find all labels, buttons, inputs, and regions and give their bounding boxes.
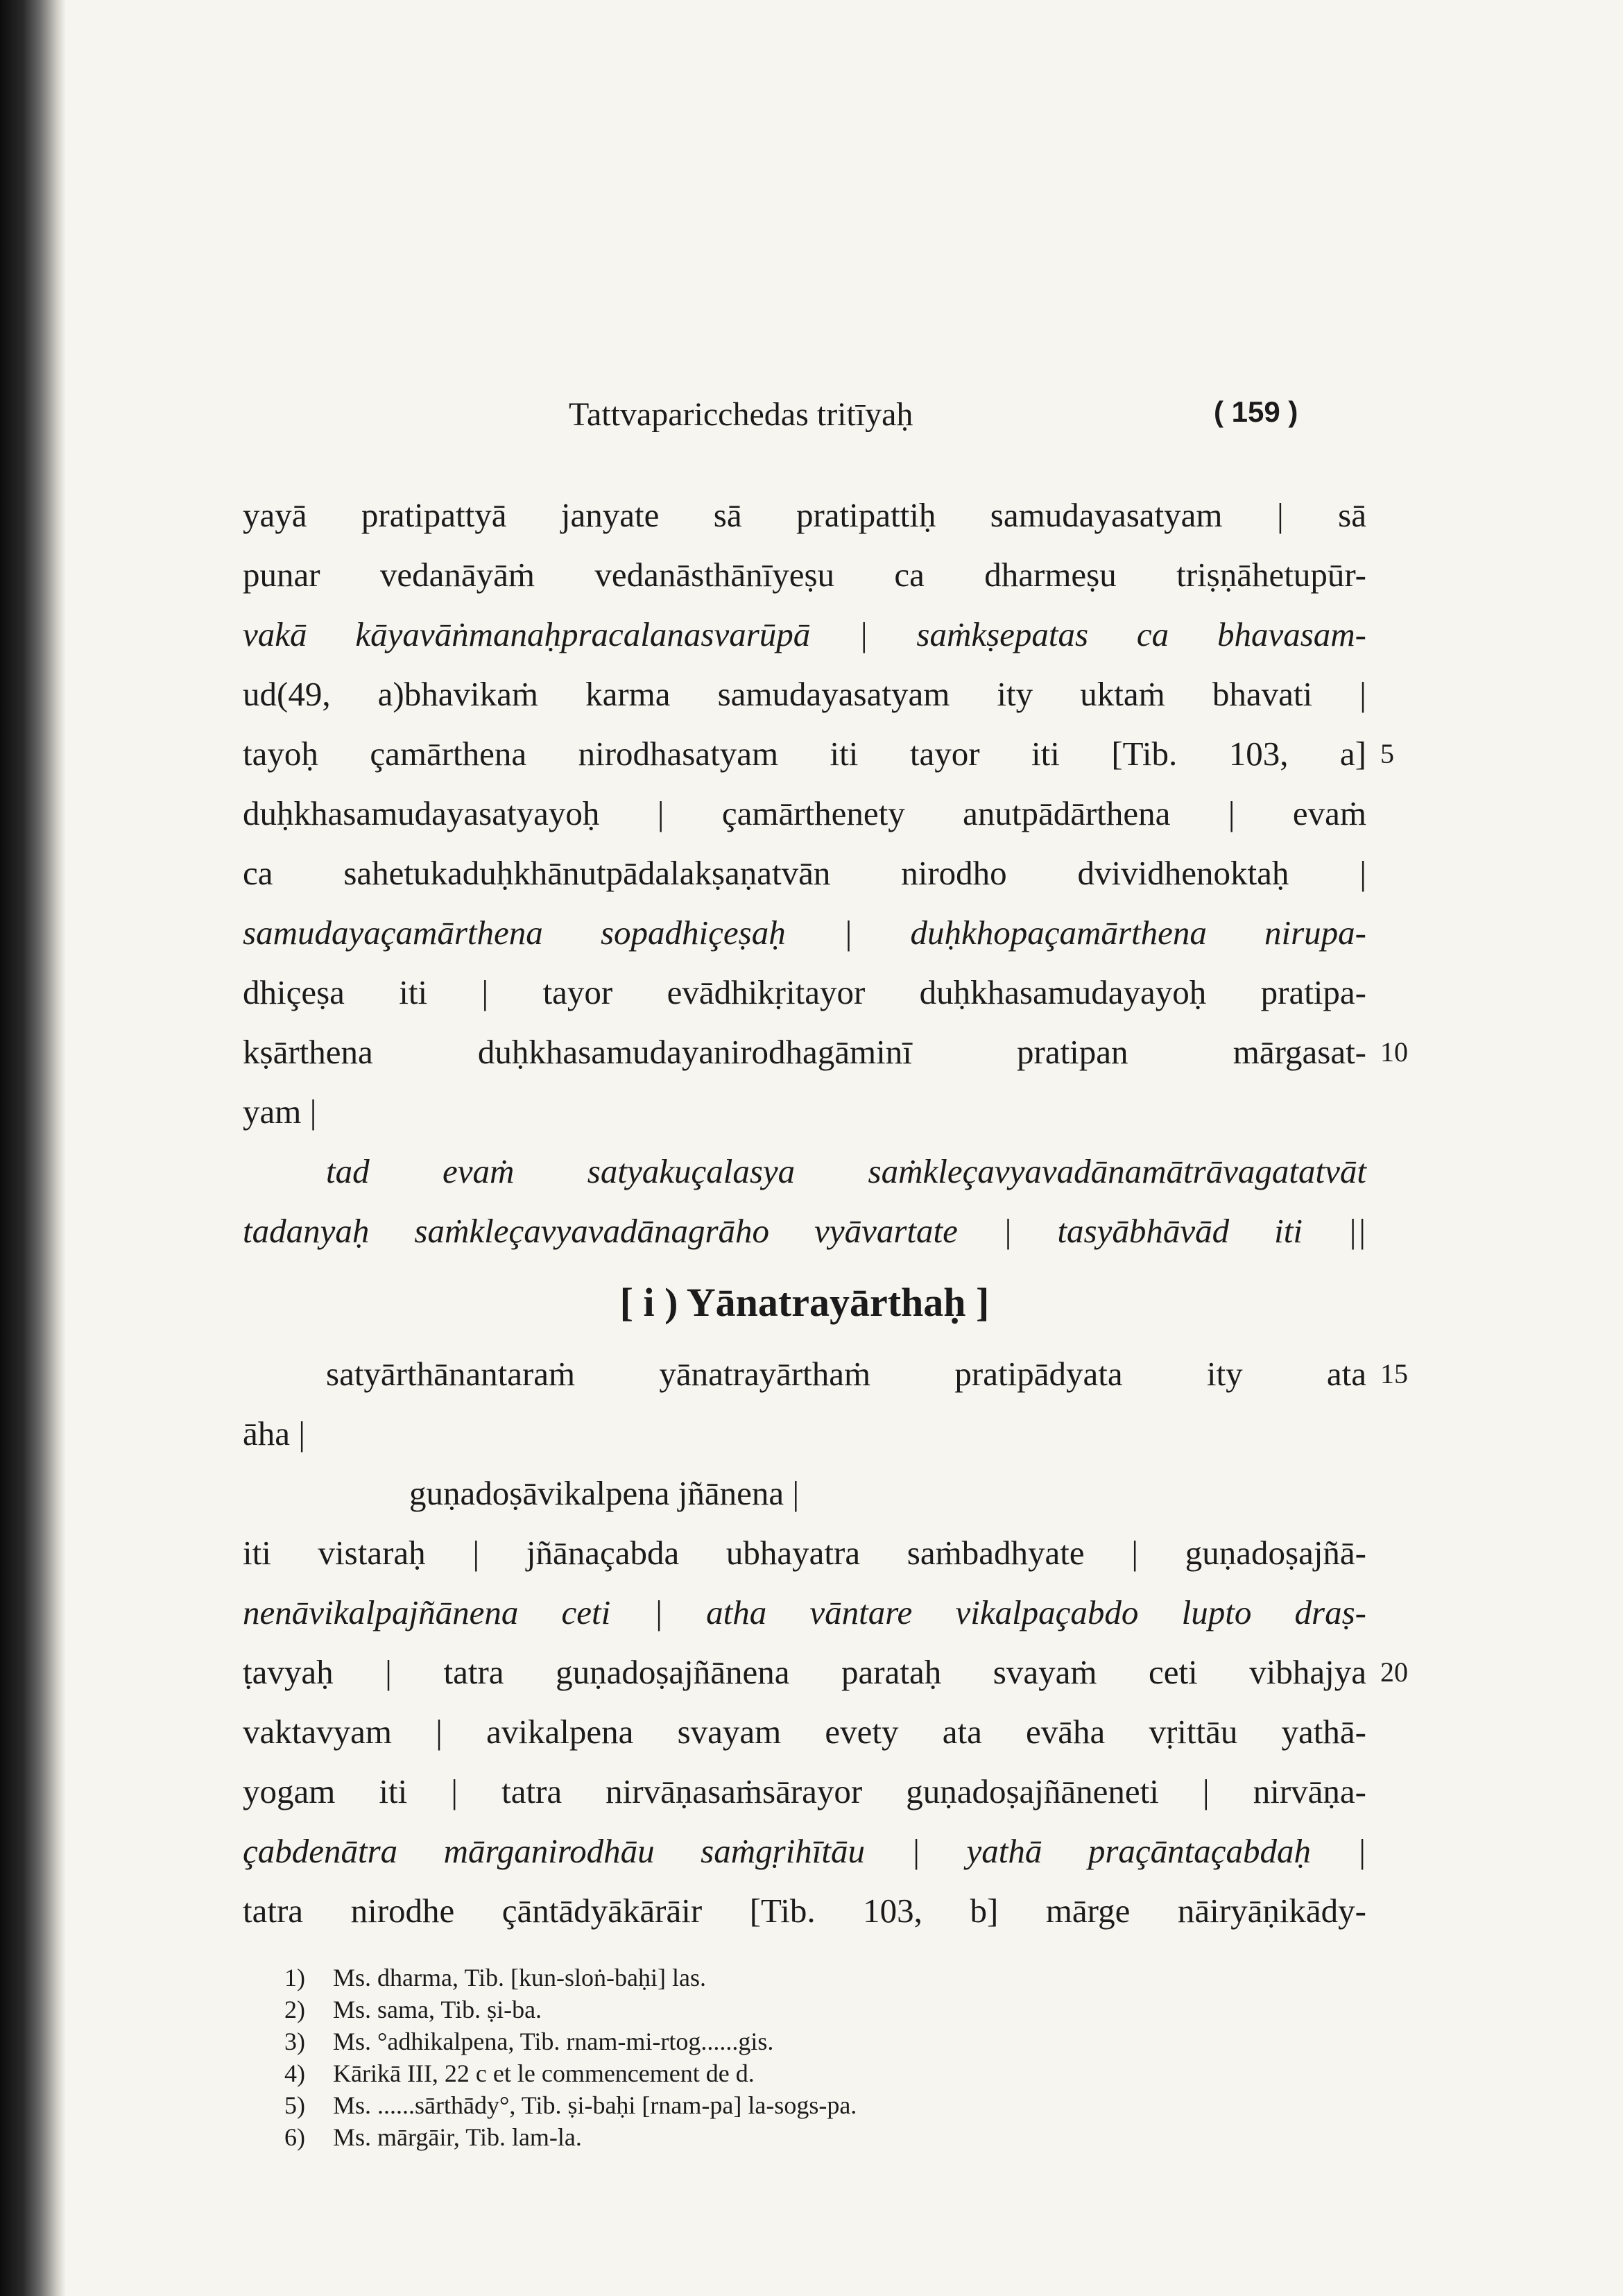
- footnote: 5) Ms. ......sārthādy°, Tib. ṣi-baḥi [rnam-pa] la-sogs-pa.: [284, 2091, 857, 2119]
- text-line: vaktavyam | avikalpena svayam evety ata evāha vṛittāu yathā-: [243, 1713, 1366, 1751]
- page-number: ( 159 ): [1214, 395, 1298, 428]
- main-text: [243, 486, 1408, 1941]
- running-header: [243, 395, 1366, 458]
- footnote: 3) Ms. °adhikalpena, Tib. rnam-mi-rtog......gis.: [284, 2028, 774, 2055]
- header-title: Tattvaparicchedas tritīyaḥ: [569, 396, 913, 433]
- text-line: yayā pratipattyā janyate sā pratipattiḥ samudayasatyam | sā: [243, 496, 1366, 534]
- text-line: punar vedanāyāṁ vedanāsthānīyeṣu ca dharmeṣu triṣṇāhetupūr-: [243, 556, 1366, 594]
- line-number: 15: [1380, 1358, 1408, 1389]
- text-line: duḥkhasamudayasatyayoḥ | çamārthenety anutpādārthena | evaṁ: [243, 794, 1366, 832]
- footnotes: [243, 1962, 1366, 2153]
- page: [243, 395, 1408, 2153]
- text-line: tad evaṁ satyakuçalasya saṁkleçavyavadānamātrāvagatatvāt: [326, 1152, 1366, 1190]
- text-line: dhiçeṣa iti | tayor evādhikṛitayor duḥkhasamudayayoḥ pratipa-: [243, 973, 1366, 1011]
- text-line: yogam iti | tatra nirvāṇasaṁsārayor guṇadoṣajñāneneti | nirvāṇa-: [243, 1772, 1366, 1810]
- text-line: kṣārthena duḥkhasamudayanirodhagāminī pratipan mārgasat- 10: [243, 1022, 1366, 1082]
- footnote: 6) Ms. mārgāir, Tib. lam-la.: [284, 2123, 582, 2151]
- text-line: āha |: [243, 1414, 306, 1453]
- text-line: ud(49, a)bhavikaṁ karma samudayasatyam ity uktaṁ bhavati |: [243, 675, 1366, 713]
- footnote: 1) Ms. dharma, Tib. [kun-sloṅ-baḥi] las.: [284, 1964, 706, 1991]
- text-line: iti vistaraḥ | jñānaçabda ubhayatra saṁbadhyate | guṇadoṣajñā-: [243, 1534, 1366, 1572]
- text-line: satyārthānantaraṁ yānatrayārthaṁ pratipādyata ity ata 15: [243, 1344, 1366, 1404]
- text-line: yam |: [243, 1093, 317, 1131]
- text-line: tatra nirodhe çāntādyākārāir [Tib. 103, b] mārge nāiryāṇikādy-: [243, 1892, 1366, 1930]
- section-heading: [ i ) Yānatrayārthaḥ ]: [619, 1280, 990, 1325]
- text-line: tayoḥ çamārthena nirodhasatyam iti tayor iti [Tib. 103, a] 5: [243, 724, 1366, 784]
- text-line: ṭavyaḥ | tatra guṇadoṣajñānena parataḥ svayaṁ ceti vibhajya 20: [243, 1643, 1366, 1702]
- text-line: tadanyaḥ saṁkleçavyavadānagrāho vyāvartate | tasyābhāvād iti ||: [243, 1212, 1366, 1250]
- line-number: 20: [1380, 1656, 1408, 1688]
- footnote: 2) Ms. sama, Tib. ṣi-ba.: [284, 1996, 542, 2023]
- text-line: vakā kāyavāṅmanaḥpracalanasvarūpā | saṁkṣepatas ca bhavasam-: [243, 615, 1366, 653]
- text-line: nenāvikalpajñānena ceti | atha vāntare vikalpaçabdo lupto draṣ-: [243, 1593, 1366, 1631]
- book-binding-shadow: [0, 0, 66, 2296]
- text-line: ca sahetukaduḥkhānutpādalakṣaṇatvān nirodho dvividhenoktaḥ |: [243, 854, 1366, 892]
- footnote: 4) Kārikā III, 22 c et le commencement de d.: [284, 2059, 755, 2087]
- text-line: samudayaçamārthena sopadhiçeṣaḥ | duḥkhopaçamārthena nirupa-: [243, 914, 1366, 952]
- text-line: çabdenātra mārganirodhāu saṁgṛihītāu | yathā praçāntaçabdaḥ |: [243, 1832, 1366, 1870]
- line-number: 5: [1380, 738, 1394, 769]
- line-number: 10: [1380, 1036, 1408, 1068]
- karika-line: guṇadoṣāvikalpena jñānena |: [409, 1474, 800, 1512]
